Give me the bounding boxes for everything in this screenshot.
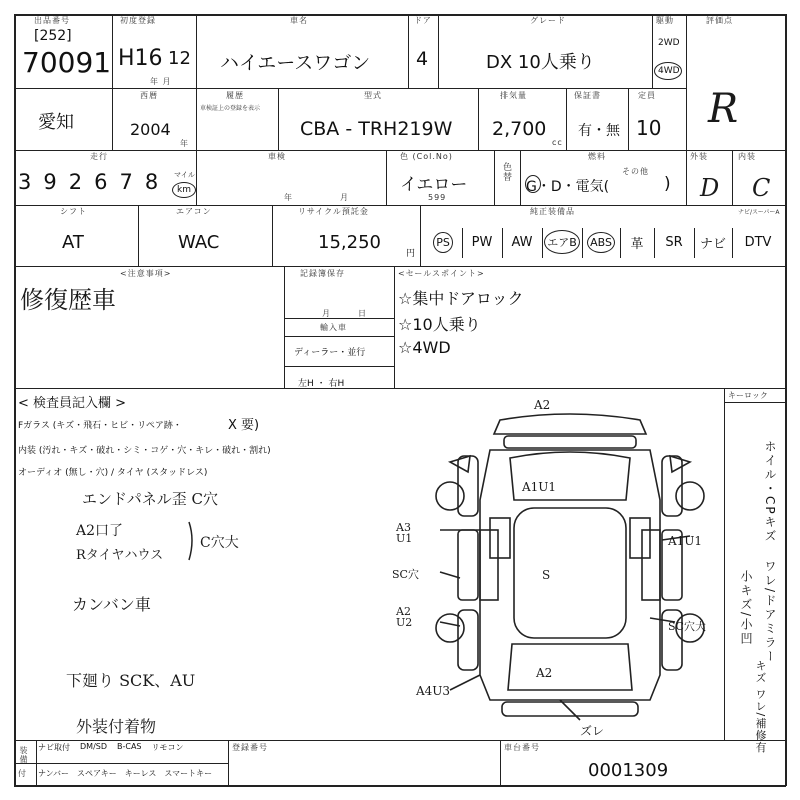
doors-label: ドア [414, 16, 432, 25]
color-label: 色 (Col.No) [400, 152, 453, 161]
footer-options-row1 [38, 742, 184, 753]
mileage-digits [18, 170, 158, 194]
first-reg-label: 初度登録 [120, 16, 156, 25]
record-day: 日 [358, 309, 367, 318]
capacity-label: 定員 [638, 91, 656, 100]
equip-sr [654, 218, 694, 266]
grade-label: グレード [530, 16, 566, 25]
footer-options-row2 [38, 768, 212, 779]
era-year: H16 [118, 46, 163, 71]
chassis-number: 0001309 [588, 760, 669, 781]
reg-month: 12 [168, 48, 191, 69]
mileage-digit: 3 [18, 170, 32, 194]
drive-4wd-circle [654, 62, 682, 80]
mileage-digit: 6 [94, 170, 108, 194]
legend-vertical-2: ワレ/ドアミラー [763, 560, 777, 665]
equip-navi [694, 218, 732, 266]
fuel-close: ) [664, 174, 671, 194]
fuel-other-label: その他 [622, 167, 649, 176]
legend-vertical-4: キズ ワレ/補修有 [754, 660, 767, 754]
glass-mark: X 要) [228, 418, 260, 433]
mileage-digit: 8 [144, 170, 159, 194]
fuel-options: G・D・電気( [526, 179, 610, 195]
aircon-label: エアコン [176, 207, 212, 216]
dealer: ディーラー・並行 [294, 348, 366, 358]
warranty: 有・無 [578, 123, 620, 139]
fuel-gasoline-circle [525, 175, 541, 193]
western-year-label: 西暦 [140, 91, 158, 100]
sales-point: ☆10人乗り [398, 315, 481, 334]
mark-right-lower: SC穴大 [668, 620, 706, 633]
footer-option: DM/SD [80, 742, 107, 751]
equip-sr-label: SR [665, 234, 683, 250]
import-label: 輸入車 [320, 323, 347, 332]
handwritten-note: A2口了 [76, 523, 124, 539]
equip-note: ナビ/スーパーA [738, 209, 780, 216]
color-no: 599 [428, 193, 447, 202]
footer-option: B-CAS [117, 742, 142, 751]
handwritten-note: Rタイヤハウス [76, 548, 164, 563]
equip-abs [582, 218, 620, 266]
lot-prefix: [252] [34, 28, 72, 44]
fuel-label: 燃料 [588, 152, 606, 161]
record-month: 月 [322, 309, 331, 318]
color-change-label: 色替 [501, 162, 511, 182]
model-code-label: 型式 [364, 91, 382, 100]
footer-option: ナビ取付 [38, 743, 70, 752]
km-circle [172, 182, 196, 198]
shaken-label: 車検 [268, 152, 286, 161]
region: 愛知 [38, 112, 74, 133]
mark-top: A2 [534, 398, 551, 412]
record-label: 記録簿保存 [300, 269, 345, 278]
equip-ps-label: PS [433, 232, 453, 253]
mark-center: S [542, 568, 551, 582]
exterior-grade: D [700, 174, 720, 202]
caution-label: <注意事項> [120, 269, 172, 278]
equip-aw [502, 218, 542, 266]
footer-option: キーレス [124, 769, 157, 778]
mileage-label: 走行 [90, 152, 108, 161]
displacement: 2,700 [492, 118, 547, 140]
grade: DX 10人乗り [486, 52, 595, 73]
equip-leather [620, 218, 654, 266]
audio-line: オーディオ (無し・穴) / タイヤ (スタッドレス) [18, 468, 208, 478]
mark-right-upper: A1U1 [668, 534, 703, 548]
equip-dtv [732, 218, 784, 266]
handwritten-note: 下廻り SCK、AU [66, 671, 196, 690]
sales-label: <セールスポイント> [398, 269, 485, 278]
aircon: WAC [178, 232, 220, 253]
footer-option: ナンバー [38, 769, 70, 778]
handwritten-note: エンドパネル歪 C穴 [82, 490, 218, 508]
capacity: 10 [636, 116, 662, 140]
doors: 4 [416, 48, 429, 70]
mark-rear: A2 [536, 666, 553, 680]
shaken-month: 月 [340, 193, 349, 202]
footer-option: スペアキー [77, 769, 117, 778]
sales-point: ☆集中ドアロック [398, 289, 524, 308]
handwritten-note: C穴大 [200, 535, 239, 551]
exterior-label: 外装 [690, 152, 708, 161]
interior-line: 内装 (汚れ・キズ・破れ・シミ・コゲ・穴・キレ・破れ・割れ) [18, 446, 271, 456]
shaken-year: 年 [284, 193, 293, 202]
equip-leather-label: 革 [630, 236, 644, 252]
lot-label: 出品番号 [34, 16, 70, 25]
equip-airbag-label: エアB [544, 230, 580, 254]
history-note: 車検証上の登録を表示 [200, 105, 261, 112]
equip-aw-label: AW [511, 234, 533, 250]
legend-vertical-3: 小キズ/小凹 [739, 570, 753, 647]
mileage-digit: 9 [43, 170, 57, 194]
year-month-suffix: 年 月 [150, 77, 172, 86]
drive-4wd: 4WD [658, 66, 680, 76]
bracket-mark [185, 520, 199, 562]
caution-text: 修復歴車 [20, 286, 116, 314]
key-lock-label: キーロック [728, 391, 768, 400]
warranty-label: 保証書 [574, 91, 601, 100]
equip-airbag [542, 218, 582, 266]
equip-abs-label: ABS [587, 232, 615, 253]
equip-dtv-label: DTV [744, 234, 772, 250]
mark-left-lower: A2 U2 [396, 605, 413, 629]
history-label: 履歴 [226, 91, 244, 100]
interior-grade: C [752, 174, 771, 202]
mileage-digit: 7 [119, 170, 133, 194]
handwritten-note: 外装付着物 [76, 717, 157, 736]
unit-mile: マイル [174, 171, 195, 179]
mark-roof: A1U1 [522, 480, 557, 494]
handwritten-note: カンバン車 [72, 595, 151, 614]
chassis-label: 車台番号 [504, 743, 540, 752]
model-code: CBA - TRH219W [300, 118, 453, 140]
shift: AT [62, 232, 84, 253]
lot-number: 70091 [22, 46, 112, 79]
model-name: ハイエースワゴン [220, 52, 371, 74]
equip-label: 純正装備品 [530, 207, 575, 216]
displacement-label: 排気量 [500, 91, 527, 100]
inspection-title: < 検査員記入欄 > [18, 396, 127, 411]
footer-attached-label: 付 [18, 769, 27, 778]
western-year: 2004 [130, 120, 171, 139]
steering: 左H ・ 右H [298, 379, 345, 389]
drive-label: 駆動 [656, 16, 674, 25]
footer-option: スマートキー [164, 769, 213, 778]
mark-left-mid: SC穴 [392, 568, 419, 581]
cc-unit: cc [552, 138, 563, 147]
equip-pw-label: PW [471, 234, 493, 250]
glass-line: Fガラス (キズ・飛石・ヒビ・リペア跡・ [18, 421, 182, 431]
interior-label: 内装 [738, 152, 756, 161]
score-label: 評価点 [706, 16, 733, 25]
equip-navi-label: ナビ [699, 236, 726, 252]
score: R [708, 86, 739, 132]
model-name-label: 車名 [290, 16, 308, 25]
year-suffix-2: 年 [180, 139, 189, 148]
unit-km: km [177, 185, 191, 195]
mark-bottom: ズレ [580, 724, 605, 738]
yen-unit: 円 [406, 249, 416, 259]
mark-left-upper: A3 U1 [396, 521, 413, 545]
shift-label: シフト [60, 207, 87, 216]
reg-number-label: 登録番号 [232, 743, 268, 752]
color: イエロー [400, 175, 468, 195]
sales-point: ☆4WD [398, 338, 451, 357]
car-damage-diagram [420, 400, 720, 740]
equip-pw [462, 218, 502, 266]
equip-ps [424, 218, 462, 266]
drive-2wd: 2WD [658, 38, 680, 48]
mileage-digit: 2 [68, 170, 83, 194]
recycle-label: リサイクル預託金 [298, 207, 369, 216]
mark-rear-left: A4U3 [416, 684, 451, 698]
footer-equip-label: 装備 [19, 746, 28, 764]
footer-option: リモコン [151, 743, 184, 752]
recycle: 15,250 [318, 232, 381, 253]
legend-vertical-1: ホイル・CPキズ [763, 440, 777, 544]
